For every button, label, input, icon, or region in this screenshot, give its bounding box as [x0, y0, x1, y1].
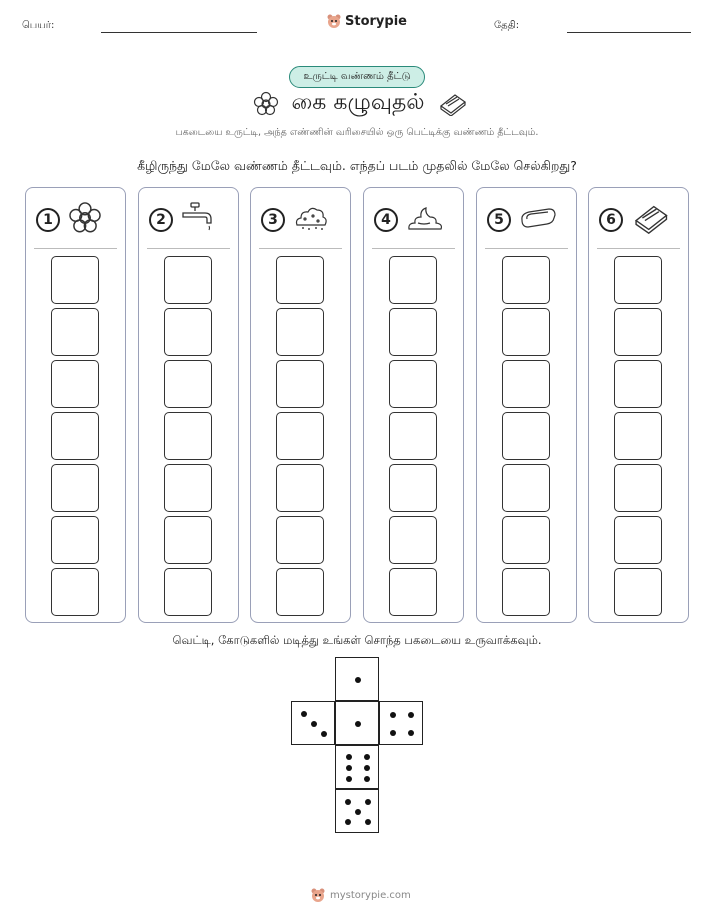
- color-box[interactable]: [276, 412, 324, 460]
- dice-pip: [355, 721, 361, 727]
- color-box[interactable]: [389, 464, 437, 512]
- date-line[interactable]: [567, 32, 691, 33]
- color-box[interactable]: [614, 308, 662, 356]
- dice-face: [291, 701, 335, 745]
- title-row: [240, 90, 480, 118]
- dice-pip: [346, 776, 352, 782]
- footer: [310, 887, 411, 903]
- color-box[interactable]: [51, 568, 99, 616]
- column-header: [599, 202, 682, 238]
- color-box[interactable]: [614, 516, 662, 564]
- color-box[interactable]: [502, 308, 550, 356]
- towel-icon: [437, 92, 467, 116]
- color-box[interactable]: [276, 256, 324, 304]
- soap-foam-icon: [293, 203, 329, 237]
- color-box[interactable]: [502, 568, 550, 616]
- color-box[interactable]: [164, 412, 212, 460]
- dice-pip: [355, 677, 361, 683]
- color-box[interactable]: [389, 516, 437, 564]
- footer-url: mystorypie.com: [330, 889, 411, 901]
- soap-bar-icon: [519, 204, 557, 236]
- color-box[interactable]: [51, 516, 99, 564]
- column-header: [374, 202, 457, 238]
- brand-name: Storypie: [345, 13, 407, 29]
- dice-pip: [345, 799, 351, 805]
- color-box[interactable]: [614, 412, 662, 460]
- dice-pip: [365, 799, 371, 805]
- color-box[interactable]: [389, 360, 437, 408]
- column-number: 3: [261, 208, 285, 232]
- column-number: 1: [36, 208, 60, 232]
- date-label: தேதி:: [494, 20, 520, 31]
- roll-column-1: [25, 187, 126, 623]
- dice-pip: [390, 712, 396, 718]
- color-box[interactable]: [389, 256, 437, 304]
- subtitle: பகடையை உருட்டி, அந்த எண்ணின் வரிசையில் ஒரு பெட்டிக்கு வண்ணம் தீட்டவும்.: [175, 127, 539, 138]
- column-header: [149, 202, 232, 238]
- color-box[interactable]: [51, 308, 99, 356]
- column-divider: [147, 248, 230, 249]
- bear-mascot-icon: [310, 887, 326, 903]
- color-box[interactable]: [164, 464, 212, 512]
- dice-pip: [311, 721, 317, 727]
- color-box[interactable]: [164, 516, 212, 564]
- column-header: [261, 202, 344, 238]
- color-box[interactable]: [51, 256, 99, 304]
- column-divider: [34, 248, 117, 249]
- dice-pip: [364, 765, 370, 771]
- color-box[interactable]: [502, 256, 550, 304]
- dice-pip: [390, 730, 396, 736]
- color-box[interactable]: [502, 464, 550, 512]
- dice-pip: [408, 730, 414, 736]
- dice-pip: [301, 711, 307, 717]
- column-divider: [597, 248, 680, 249]
- color-box[interactable]: [502, 412, 550, 460]
- dice-face: [335, 701, 379, 745]
- color-box[interactable]: [276, 516, 324, 564]
- dice-face: [335, 657, 379, 701]
- activity-badge: உருட்டி வண்ணம் தீட்டு: [289, 66, 425, 88]
- brand-logo: [326, 13, 407, 29]
- dice-pip: [345, 819, 351, 825]
- name-line[interactable]: [101, 32, 257, 33]
- color-box[interactable]: [276, 308, 324, 356]
- column-number: 6: [599, 208, 623, 232]
- color-box[interactable]: [51, 464, 99, 512]
- dice-pip: [346, 765, 352, 771]
- flower-soap-icon: [253, 91, 279, 117]
- roll-column-5: [476, 187, 577, 623]
- color-box[interactable]: [614, 360, 662, 408]
- column-header: [487, 202, 570, 238]
- color-box[interactable]: [502, 516, 550, 564]
- roll-column-4: [363, 187, 464, 623]
- color-box[interactable]: [164, 256, 212, 304]
- roll-column-3: [250, 187, 351, 623]
- color-box[interactable]: [164, 568, 212, 616]
- column-number: 2: [149, 208, 173, 232]
- color-box[interactable]: [276, 360, 324, 408]
- dice-pip: [365, 819, 371, 825]
- color-box[interactable]: [389, 568, 437, 616]
- dice-face: [335, 745, 379, 789]
- bear-mascot-icon: [326, 13, 342, 29]
- lather-swirl-icon: [406, 203, 444, 237]
- instruction-text: கீழிருந்து மேலே வண்ணம் தீட்டவும். எந்தப் படம் முதலில் மேலே செல்கிறது?: [137, 158, 577, 173]
- color-box[interactable]: [502, 360, 550, 408]
- dice-pip: [346, 754, 352, 760]
- column-divider: [485, 248, 568, 249]
- cut-instruction: வெட்டி, கோடுகளில் மடித்து உங்கள் சொந்த பகடையை உருவாக்கவும்.: [172, 633, 542, 647]
- page-title: கை கழுவுதல்: [291, 90, 425, 115]
- column-number: 4: [374, 208, 398, 232]
- dice-face: [379, 701, 423, 745]
- dice-pip: [355, 809, 361, 815]
- color-box[interactable]: [614, 568, 662, 616]
- column-header: [36, 202, 119, 238]
- dice-pip: [364, 754, 370, 760]
- flower-soap-icon: [68, 201, 102, 239]
- column-number: 5: [487, 208, 511, 232]
- dice-pip: [321, 731, 327, 737]
- dice-face: [335, 789, 379, 833]
- dice-pip: [364, 776, 370, 782]
- water-tap-icon: [181, 201, 217, 239]
- color-box[interactable]: [276, 464, 324, 512]
- color-box[interactable]: [164, 308, 212, 356]
- color-box[interactable]: [389, 308, 437, 356]
- name-label: பெயர்:: [22, 20, 55, 31]
- color-box[interactable]: [51, 360, 99, 408]
- roll-column-2: [138, 187, 239, 623]
- column-divider: [372, 248, 455, 249]
- color-box[interactable]: [164, 360, 212, 408]
- color-box[interactable]: [614, 464, 662, 512]
- roll-column-6: [588, 187, 689, 623]
- color-box[interactable]: [389, 412, 437, 460]
- color-box[interactable]: [51, 412, 99, 460]
- column-divider: [259, 248, 342, 249]
- color-box[interactable]: [614, 256, 662, 304]
- towel-icon: [631, 202, 669, 238]
- color-box[interactable]: [276, 568, 324, 616]
- dice-pip: [408, 712, 414, 718]
